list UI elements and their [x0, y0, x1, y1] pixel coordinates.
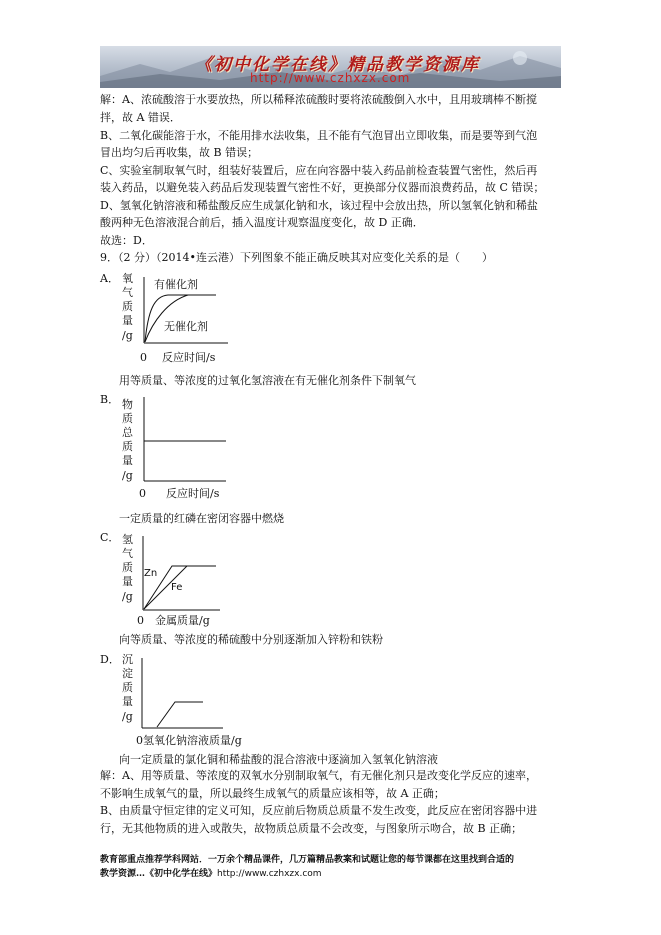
graph-b: [118, 393, 248, 505]
svg-text:淀: 淀: [122, 667, 133, 680]
option-c-caption: 向等质量、等浓度的稀硫酸中分别逐渐加入锌粉和铁粉: [119, 633, 383, 646]
svg-text:气: 气: [122, 286, 133, 299]
svg-text:/g: /g: [122, 590, 133, 603]
svg-text:量: 量: [122, 575, 133, 588]
option-d-caption: 向一定质量的氯化铜和稀盐酸的混合溶液中逐滴加入氢氧化钠溶液: [119, 753, 438, 766]
graph-c-label-zn: Zn: [144, 568, 158, 579]
option-b-label: B．: [100, 393, 120, 406]
solution9-line-4: 行，无其他物质的进入或散失，故物质总质量不会改变，与图象所示吻合，故 B 正确；: [100, 822, 523, 835]
option-c-label: C．: [100, 531, 120, 544]
svg-text:质: 质: [122, 681, 133, 694]
graph-b-origin: 0: [139, 487, 146, 500]
svg-text:总: 总: [122, 426, 133, 439]
graph-c-label-fe: Fe: [171, 582, 183, 593]
solution9-line-3: B、由质量守恒定律的定义可知，反应前后物质总质量不发生改变，此反应在密闭容器中进: [100, 804, 538, 817]
svg-text:沉: 沉: [122, 653, 133, 666]
footer-url-link[interactable]: http://www.czhxzx.com: [217, 869, 322, 879]
solution9-line-1: 解：A、用等质量、等浓度的双氧水分别制取氧气，有无催化剂只是改变化学反应的速率，: [100, 769, 537, 782]
graph-c-xlabel: 金属质量/g: [155, 614, 210, 627]
option-d-label: D．: [100, 653, 120, 666]
svg-text:量: 量: [122, 454, 133, 467]
graph-a-curve-with-catalyst: [145, 295, 216, 342]
svg-text:质: 质: [122, 412, 133, 425]
footer-site-name: 教学资源…《初中化学在线》: [100, 869, 218, 879]
graph-d-line: [157, 702, 203, 727]
graph-c-origin: 0: [137, 614, 144, 627]
question9-stem: 9．（2 分）（2014•连云港）下列图象不能正确反映其对应变化关系的是（ ）: [100, 251, 493, 264]
header-banner: [100, 46, 561, 88]
solution8-line-3: B、二氧化碳能溶于水，不能用排水法收集，且不能有气泡冒出立即收集，而是要等到气泡: [100, 129, 538, 142]
option-a-label: A．: [100, 272, 119, 285]
solution8-answer: 故选：D．: [100, 234, 153, 247]
graph-a-label-without-catalyst: 无催化剂: [164, 320, 208, 333]
solution9-line-2: 不影响生成氧气的量，所以最终生成氧气的质量应该相等，故 A 正确；: [100, 787, 445, 800]
solution8-line-6: 装入药品，以避免装入药品后发现装置气密性不好，更换部分仪器而浪费药品，故 C 错误；: [100, 181, 545, 194]
svg-text:/g: /g: [122, 329, 133, 342]
solution8-line-5: C、实验室制取氧气时，组装好装置后，应在向容器中装入药品前检查装置气密性，然后再: [100, 164, 538, 177]
svg-text:/g: /g: [122, 710, 133, 723]
svg-text:质: 质: [122, 300, 133, 313]
graph-c: [118, 532, 248, 627]
svg-text:/g: /g: [122, 469, 133, 482]
graph-a-origin: 0: [140, 351, 147, 364]
svg-text:气: 气: [122, 547, 133, 560]
solution8-line-8: 酸两种无色溶液混合前后，插入温度计观察温度变化，故 D 正确．: [100, 216, 424, 229]
footer-line-1: 教育部重点推荐学科网站．一万余个精品课件，几万篇精品教案和试题让您的每节课都在这里找到合适的: [100, 855, 515, 865]
solution8-line-7: D、氢氧化钠溶液和稀盐酸反应生成氯化钠和水，该过程中会放出热，所以氢氧化钠和稀盐: [100, 199, 538, 212]
solution8-line-2: 拌，故 A 错误．: [100, 111, 181, 124]
graph-d-xlabel: 0氢氧化钠溶液质量/g: [136, 734, 242, 747]
svg-text:质: 质: [122, 440, 133, 453]
graph-a: [118, 271, 248, 371]
svg-text:质: 质: [122, 561, 133, 574]
svg-text:物: 物: [122, 398, 133, 411]
page-footer: [100, 853, 570, 881]
graph-a-ylabel: [122, 271, 133, 342]
graph-c-ylabel: [122, 532, 133, 603]
svg-text:氧: 氧: [122, 272, 133, 285]
graph-b-xlabel: 反应时间/s: [166, 487, 220, 500]
graph-a-label-with-catalyst: 有催化剂: [154, 278, 198, 291]
solution8-line-4: 冒出均匀后再收集，故 B 错误；: [100, 146, 259, 159]
option-b-caption: 一定质量的红磷在密闭容器中燃烧: [119, 512, 284, 525]
banner-title: 《初中化学在线》精品教学资源库: [195, 55, 480, 75]
graph-a-curve-without-catalyst: [145, 295, 188, 342]
graph-d: [118, 652, 258, 748]
option-a-caption: 用等质量、等浓度的过氧化氢溶液在有无催化剂条件下制氧气: [119, 374, 416, 387]
svg-text:量: 量: [122, 695, 133, 708]
graph-a-xlabel: 反应时间/s: [162, 351, 216, 364]
svg-text:氢: 氢: [122, 533, 133, 546]
svg-text:量: 量: [122, 314, 133, 327]
banner-url-link[interactable]: http://www.czhxzx.com: [250, 71, 411, 85]
graph-d-ylabel: [122, 653, 133, 723]
graph-b-ylabel: [122, 397, 134, 482]
footer-line-2: [100, 867, 570, 881]
solution8-line-1: 解：A、浓硫酸溶于水要放热，所以稀释浓硫酸时要将浓硫酸倒入水中，且用玻璃棒不断搅: [100, 93, 537, 106]
